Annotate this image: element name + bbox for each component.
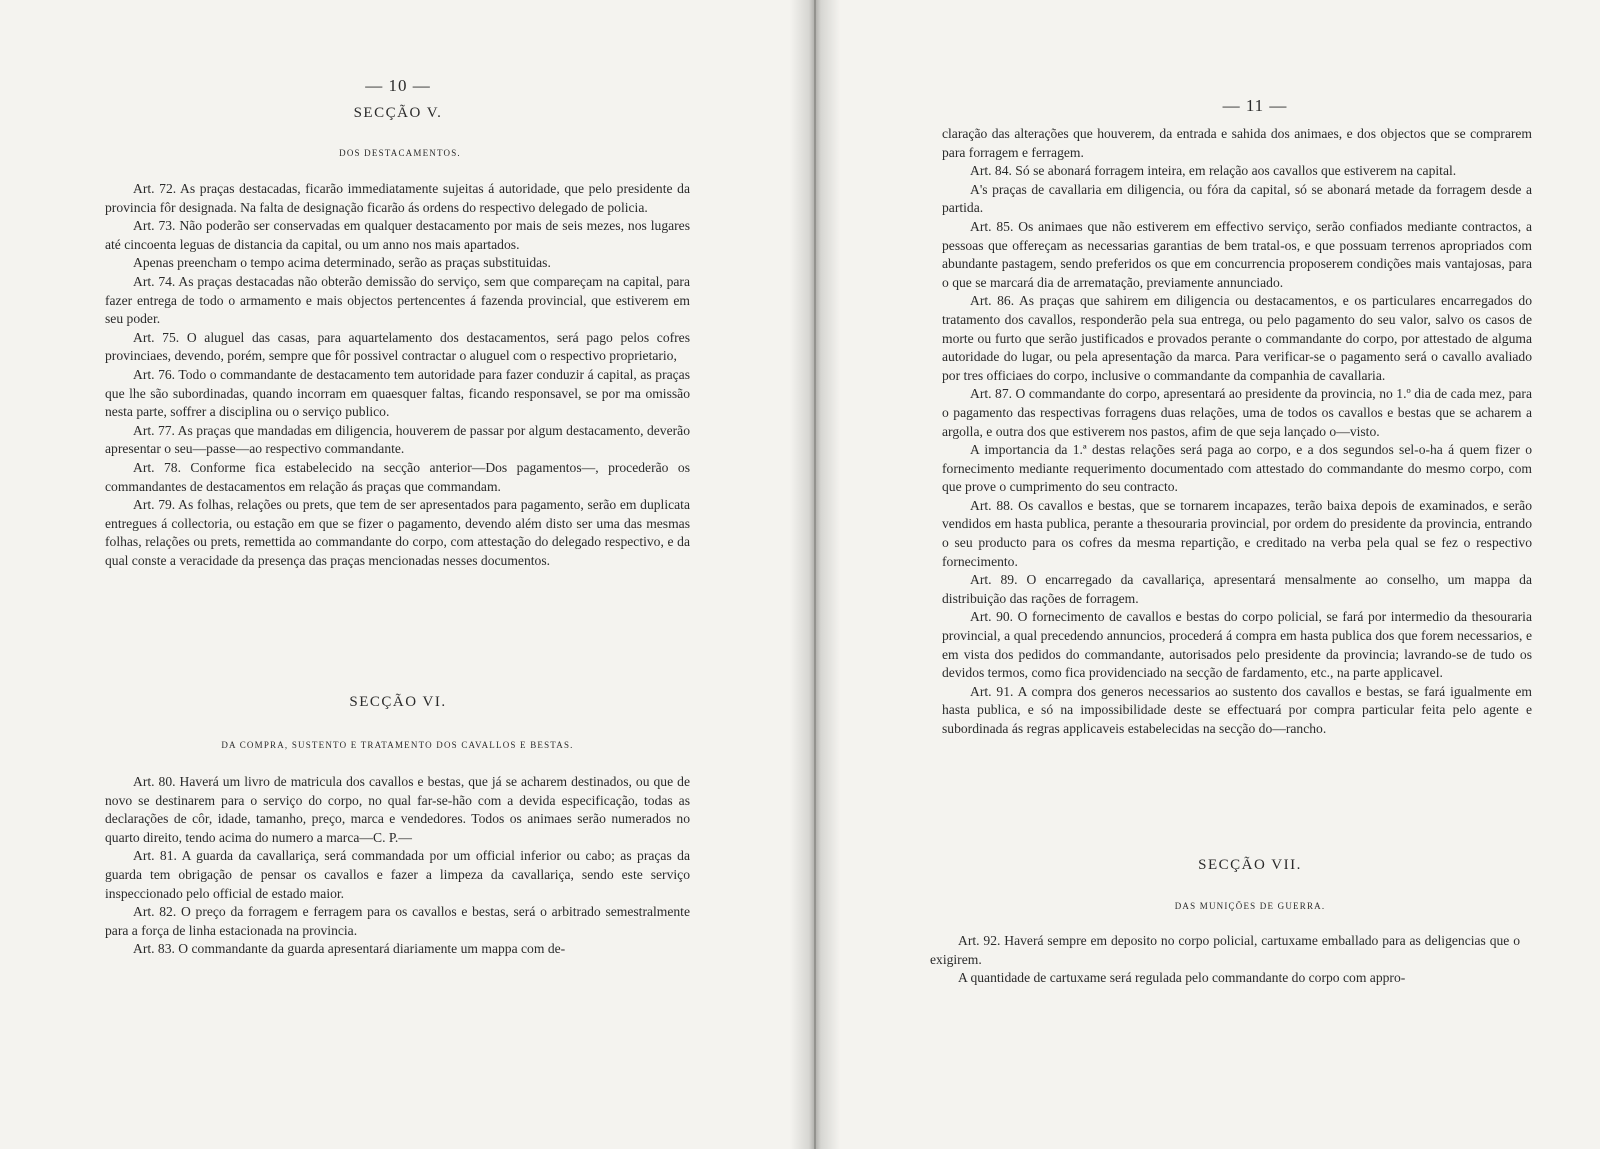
page-number: — 11 — [1222, 96, 1288, 115]
paragraph-continuation: claração das alterações que houverem, da entrada e sahida dos animaes, e dos objectos que se comprarem para forragem e ferragem. [942, 126, 1532, 160]
paragraph: Art. 86. As praças que sahirem em diligencia ou destacamentos, e os particulares encarregados do tratamento dos cavallos, responderão pela sua entrega, ou pelo pagamento do seu valor, salvo os casos de morte ou furto que serão justificados e provados perante o commandante do corpo, por attestado de alguma autoridade do lugar, ou pela apresentação da marca. Para verificar-se o pagamento será o cavallo avaliado por tres officiaes do corpo, inclusive o commandante da companhia de cavallaria. [942, 293, 1532, 383]
section-subtitle: DAS MUNIÇÕES DE GUERRA. [1174, 901, 1326, 911]
paragraph: Apenas preencham o tempo acima determinado, serão as praças substituidas. [133, 255, 551, 271]
paragraph: A importancia da 1.ª destas relações será paga ao corpo, e a dos segundos sel-o-ha á quem fizer o fornecimento mediante requerimento documentado com attestado do commandante do mesmo corpo, com que prove o cumprimento do seu contracto. [942, 442, 1532, 495]
paragraph: Art. 83. O commandante da guarda apresentará diariamente um mappa com de- [133, 941, 566, 957]
paragraph: Art. 77. As praças que mandadas em diligencia, houverem de passar por algum destacamento, deverão apresentar o seu—passe—ao respectivo commandante. [105, 422, 690, 457]
paragraph: Art. 81. A guarda da cavallariça, será commandada por um official inferior ou cabo; as praças da guarda tem obrigação de pensar os cavallos e fazer a limpeza da cavallariça, sendo este serviço inspeccionado pelo official de estado maior. [105, 848, 690, 901]
paragraph: Art. 78. Conforme fica estabelecido na secção anterior—Dos pagamentos—, procederão os commandantes de destacamentos em relação ás praças que commandam. [105, 459, 690, 494]
paragraph: Art. 76. Todo o commandante de destacamento tem autoridade para fazer conduzir á capital, as praças que lhe são subordinadas, quando incorram em quaesquer faltas, ficando responsavel, se por ma omissão nesta parte, soffrer a disciplina ou o serviço publico. [105, 366, 690, 420]
paragraph: Art. 84. Só se abonará forragem inteira, em relação aos cavallos que estiverem na capital. [970, 163, 1457, 179]
paragraph: Art. 90. O fornecimento de cavallos e bestas do corpo policial, se fará por intermedio da thesouraria provincial, a qual precedendo annuncios, procederá á compra em hasta publica dos que forem necessarios, e em vista dos pedidos do commandante, autorisados pelo presidente da provincia; lavrando-se de tudo os devidos termos, como fica providenciado na secção de fardamento, etc., na parte applicavel. [942, 609, 1532, 681]
paragraph: Art. 79. As folhas, relações ou prets, que tem de ser apresentados para pagamento, serão em duplicata entregues á collectoria, ou estação em que se fizer o pagamento, devendo além disto ser uma das mesmas folhas, relações ou prets, remettida ao commandante do corpo, com attestação do delegado respectivo, e da qual conste a veracidade da presença das praças mencionadas nesses documentos. [105, 497, 690, 568]
paragraph: Art. 87. O commandante do corpo, apresentará ao presidente da provincia, no 1.º dia de cada mez, para o pagamento das respectivas forragens duas relações, uma de todos os cavallos e bestas que se acharem a argolla, e outra dos que estiverem nos pastos, afim de que seja lançado o—visto. [942, 386, 1532, 439]
paragraph: Art. 72. As praças destacadas, ficarão immediatamente sujeitas á autoridade, que pelo presidente da provincia fôr designada. Na falta de designação ficarão ás ordens do respectivo delegado de policia. [105, 181, 690, 215]
right-page [815, 0, 1600, 1149]
section-title: SECÇÃO VII. [1198, 857, 1302, 873]
page-number: — 10 — [365, 76, 431, 95]
paragraph: Art. 92. Haverá sempre em deposito no corpo policial, cartuxame emballado para as deligencias que o exigirem. [930, 933, 1520, 967]
paragraph: Art. 82. O preço da forragem e ferragem para os cavallos e bestas, será o arbitrado semestralmente para a força de linha estacionada na provincia. [105, 904, 690, 938]
paragraph: Art. 80. Haverá um livro de matricula dos cavallos e bestas, que já se acharem destinados, ou que de novo se destinarem para o serviço do corpo, no qual far-se-hão com a devida especificação, todas as declarações de côr, idade, tamanho, preço, marca e vendedores. Todos os animaes serão numerados no quarto direito, tendo acima do numero a marca—C. P.— [105, 774, 690, 845]
section-body [105, 180, 690, 570]
section-body [942, 125, 1532, 739]
paragraph: Art. 74. As praças destacadas não obterão demissão do serviço, sem que compareçam na capital, para fazer entrega de todo o armamento e mais objectos pertencentes á fazenda provincial, que estiverem em seu poder. [105, 273, 690, 327]
section-title: SECÇÃO V. [353, 105, 443, 121]
paragraph: Art. 91. A compra dos generos necessarios ao sustento dos cavallos e bestas, se fará igualmente em hasta publica, e só na impossibilidade deste se effectuará por compra particular feita pelo agente e subordinada ás regras applicaveis estabelecidas na secção do—rancho. [942, 683, 1532, 736]
section-subtitle: DOS DESTACAMENTOS. [339, 148, 461, 158]
section-subtitle: DA COMPRA, SUSTENTO E TRATAMENTO DOS CAVALLOS E BESTAS. [221, 740, 574, 750]
paragraph: A's praças de cavallaria em diligencia, ou fóra da capital, só se abonará metade da forragem desde a partida. [942, 181, 1532, 216]
paragraph: Art. 73. Não poderão ser conservadas em qualquer destacamento por mais de seis mezes, nos lugares até cincoenta leguas de distancia da capital, ou um anno nos mais apartados. [105, 218, 690, 252]
paragraph: Art. 89. O encarregado da cavallariça, apresentará mensalmente ao conselho, um mappa da distribuição das rações de forragem. [942, 572, 1532, 606]
paragraph: Art. 85. Os animaes que não estiverem em effectivo serviço, serão confiados mediante contractos, a pessoas que offereçam as necessarias garantias de bem tratal-os, e que possuam terrenos apropriados com abundante pastagem, sendo preferidos os que em concurrencia proposerem condições mais vantajosas, para o que se marcará dia de arrematação, previamente annunciado. [942, 218, 1532, 290]
section-title: SECÇÃO VI. [349, 694, 447, 710]
paragraph: A quantidade de cartuxame será regulada pelo commandante do corpo com appro- [958, 970, 1406, 986]
paragraph: Art. 88. Os cavallos e bestas, que se tornarem incapazes, terão baixa depois de examinados, e serão vendidos em hasta publica, perante a thesouraria provincial, por ordem do presidente da provincia, entrando o seu producto para os cofres da mesma repartição, e creditado na verba pela qual se fez o respectivo fornecimento. [942, 497, 1532, 569]
paragraph: Art. 75. O aluguel das casas, para aquartelamento dos destacamentos, será pago pelos cofres provinciaes, devendo, porém, sempre que fôr possivel contractar o aluguel com o respectivo proprietario, [105, 329, 690, 364]
section-body [930, 932, 1520, 988]
section-body [105, 773, 690, 959]
